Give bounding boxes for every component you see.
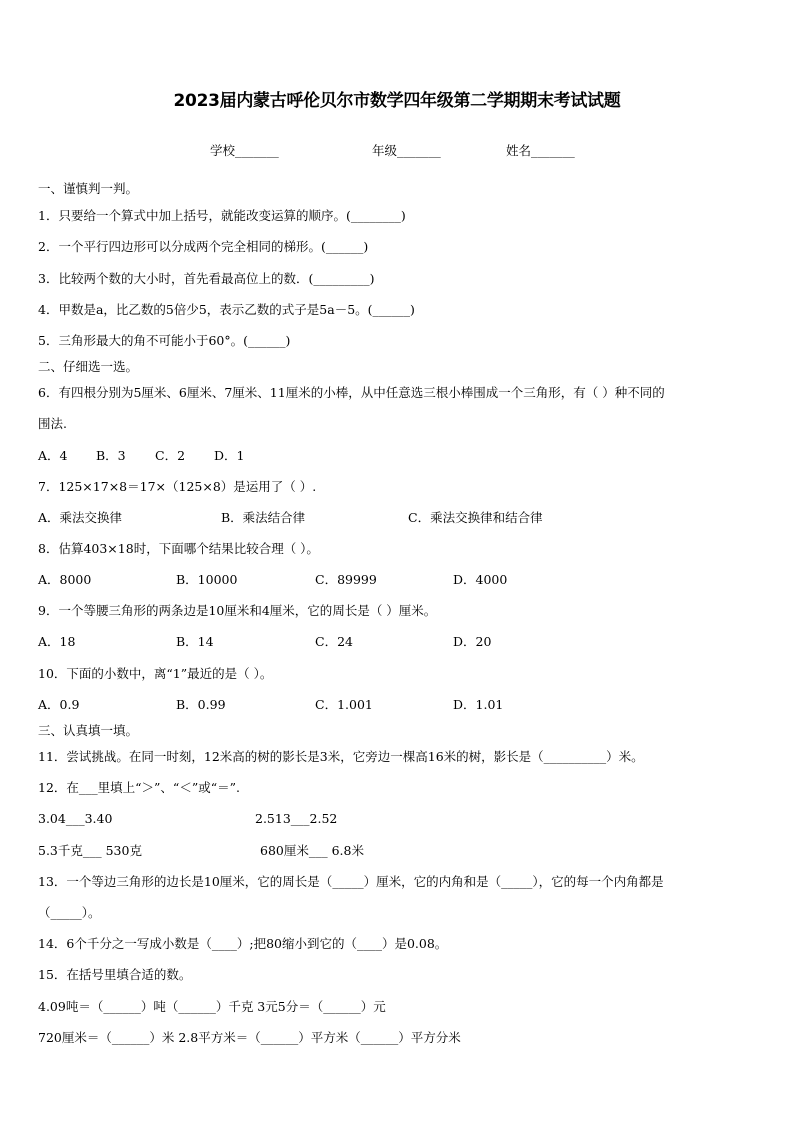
- question-4: 4．甲数是a，比乙数的5倍少5，表示乙数的式子是5a－5。(______): [38, 302, 415, 317]
- q10-option-d: D．1.01: [453, 697, 504, 712]
- q12-compare-2: 2.513___2.52: [255, 811, 338, 826]
- q6-option-c: C．2: [155, 448, 186, 463]
- q8-option-b: B．10000: [176, 572, 238, 587]
- school-field-label: 学校_______: [210, 143, 279, 158]
- question-5: 5．三角形最大的角不可能小于60°。(______): [38, 333, 291, 348]
- question-13-line1: 13．一个等边三角形的边长是10厘米，它的周长是（_____）厘米，它的内角和是（_____），它的每一个内角都是: [38, 874, 664, 889]
- q8-option-c: C．89999: [315, 572, 377, 587]
- grade-field-label: 年级_______: [372, 143, 441, 158]
- q8-option-a: A．8000: [38, 572, 92, 587]
- q7-option-c: C．乘法交换律和结合律: [408, 510, 543, 525]
- q6-option-d: D．1: [214, 448, 245, 463]
- name-field-label: 姓名_______: [506, 143, 575, 158]
- section-heading-3: 三、认真填一填。: [38, 723, 139, 738]
- section-heading-1: 一、谨慎判一判。: [38, 181, 139, 196]
- q10-option-a: A．0.9: [38, 697, 80, 712]
- q9-option-a: A．18: [38, 634, 76, 649]
- q6-option-a: A．4: [38, 448, 68, 463]
- question-1: 1．只要给一个算式中加上括号，就能改变运算的顺序。(________): [38, 208, 406, 223]
- q9-option-c: C．24: [315, 634, 353, 649]
- q10-option-c: C．1.001: [315, 697, 373, 712]
- question-9: 9．一个等腰三角形的两条边是10厘米和4厘米，它的周长是（ ）厘米。: [38, 603, 437, 618]
- question-7: 7．125×17×8＝17×（125×8）是运用了（ ）.: [38, 479, 317, 494]
- section-heading-2: 二、仔细选一选。: [38, 359, 139, 374]
- question-6-line1: 6．有四根分别为5厘米、6厘米、7厘米、11厘米的小棒，从中任意选三根小棒围成一个三角形，有（ ）种不同的: [38, 385, 665, 400]
- page-title: 2023届内蒙古呼伦贝尔市数学四年级第二学期期末考试试题: [173, 91, 621, 111]
- q10-option-b: B．0.99: [176, 697, 226, 712]
- q12-compare-1: 3.04___3.40: [38, 811, 113, 826]
- question-14: 14．6个千分之一写成小数是（____）;把80缩小到它的（____）是0.08。: [38, 936, 448, 951]
- question-8: 8．估算403×18时，下面哪个结果比较合理（ ）。: [38, 541, 319, 556]
- question-2: 2．一个平行四边形可以分成两个完全相同的梯形。(______): [38, 239, 369, 254]
- q7-option-a: A．乘法交换律: [38, 510, 123, 525]
- question-13-line2: （_____）。: [38, 905, 101, 920]
- question-11: 11．尝试挑战。在同一时刻，12米高的树的影长是3米，它旁边一棵高16米的树，影长是（__________）米。: [38, 749, 644, 764]
- q9-option-b: B．14: [176, 634, 214, 649]
- q12-compare-4: 680厘米___ 6.8米: [260, 843, 364, 858]
- q6-option-b: B．3: [96, 448, 126, 463]
- question-10: 10．下面的小数中，离“1”最近的是（ ）。: [38, 666, 273, 681]
- question-6-line2: 围法.: [38, 416, 67, 431]
- question-15: 15．在括号里填合适的数。: [38, 967, 192, 982]
- q7-option-b: B．乘法结合律: [221, 510, 306, 525]
- q8-option-d: D．4000: [453, 572, 508, 587]
- question-3: 3．比较两个数的大小时，首先看最高位上的数．(_________): [38, 271, 375, 286]
- question-12: 12．在___里填上“＞”、“＜”或“＝”.: [38, 780, 240, 795]
- q15-row-2: 720厘米＝（______）米 2.8平方米＝（______）平方米（______）平方分米: [38, 1030, 461, 1045]
- q12-compare-3: 5.3千克___ 530克: [38, 843, 142, 858]
- q15-row-1: 4.09吨＝（______）吨（______）千克 3元5分＝（______）元: [38, 999, 386, 1014]
- q9-option-d: D．20: [453, 634, 492, 649]
